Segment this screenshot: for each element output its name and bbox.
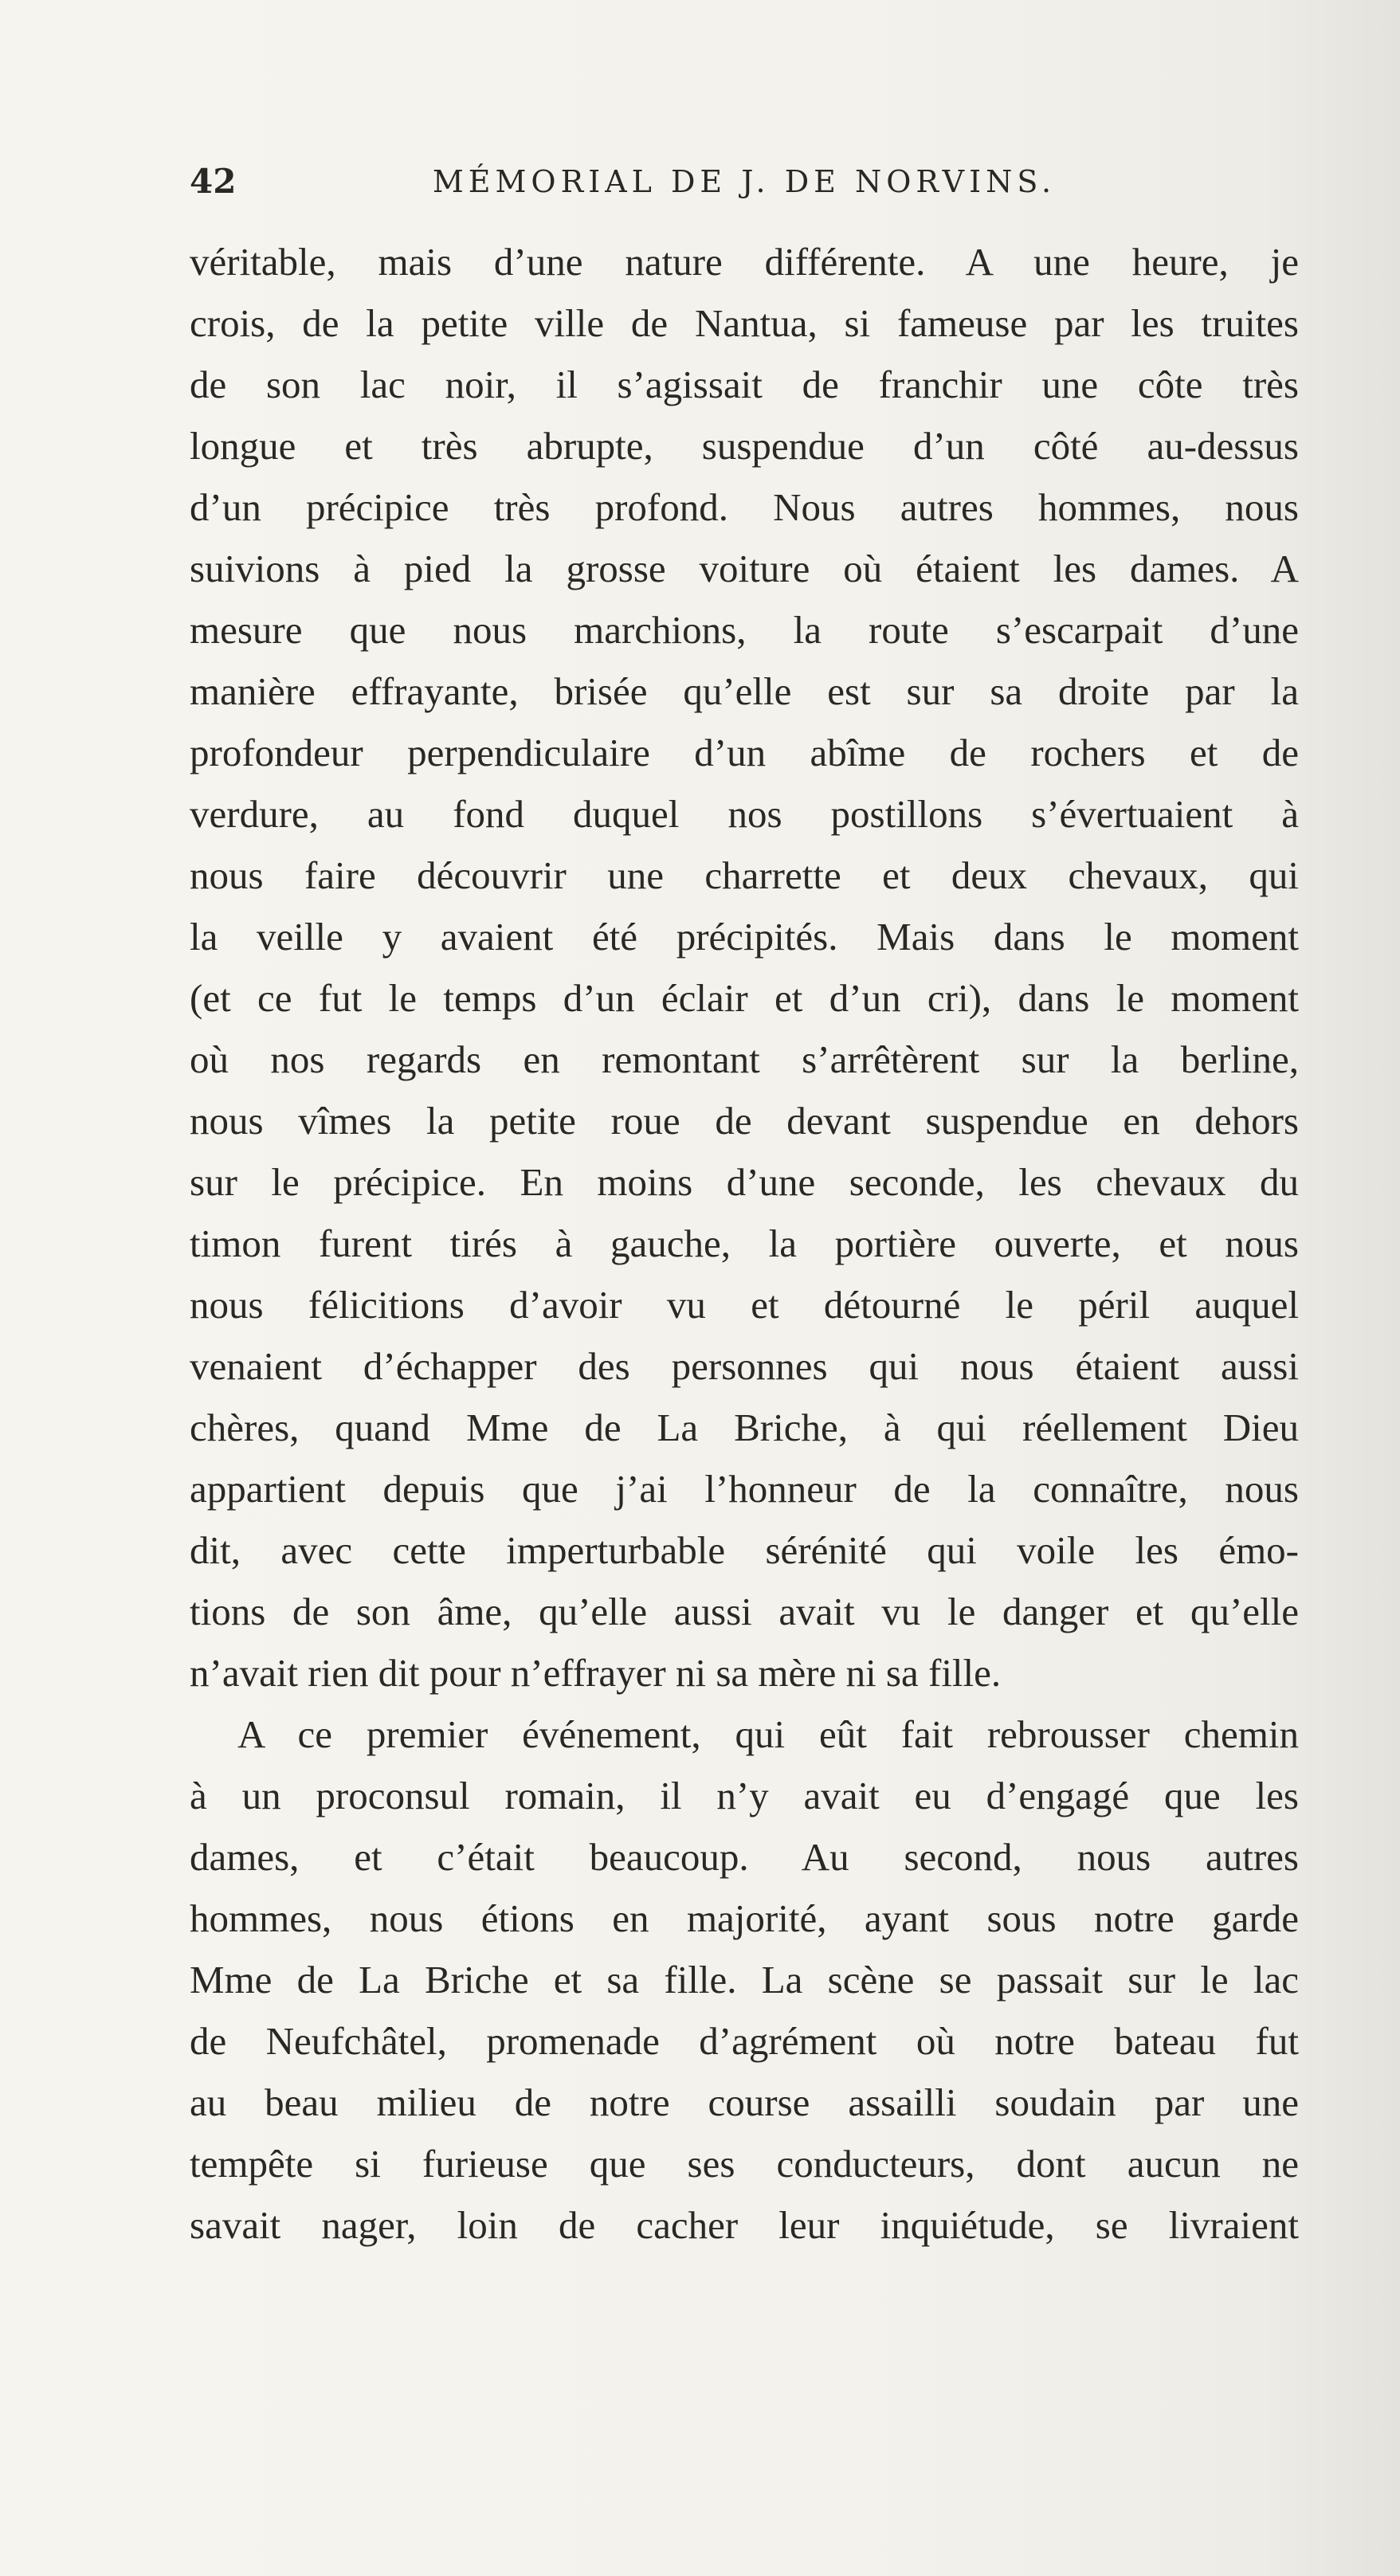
body-text — [190, 231, 1299, 2256]
text-line: au beau milieu de notre course assailli soudain par une — [190, 2080, 1299, 2124]
text-line: hommes, nous étions en majorité, ayant sous notre garde — [190, 1896, 1299, 1940]
text-line: venaient d’échapper des personnes qui nous étaient aussi — [190, 1344, 1299, 1388]
text-line: la veille y avaient été précipités. Mais dans le moment — [190, 915, 1299, 959]
text-line: où nos regards en remontant s’arrêtèrent sur la berline, — [190, 1037, 1299, 1081]
text-line: timon furent tirés à gauche, la portière ouverte, et nous — [190, 1221, 1299, 1265]
text-line: nous faire découvrir une charrette et deux chevaux, qui — [190, 853, 1299, 897]
text-line: appartient depuis que j’ai l’honneur de la connaître, nous — [190, 1467, 1299, 1511]
text-line: suivions à pied la grosse voiture où étaient les dames. A — [190, 547, 1299, 590]
page-number: 42 — [190, 162, 237, 201]
text-line: verdure, au fond duquel nos postillons s’évertuaient à — [190, 792, 1299, 836]
text-line: dit, avec cette imperturbable sérénité qui voile les émo- — [190, 1528, 1299, 1572]
text-line: A ce premier événement, qui eût fait rebrousser chemin — [237, 1712, 1299, 1756]
text-line: savait nager, loin de cacher leur inquiétude, se livraient — [190, 2203, 1299, 2247]
text-line: à un proconsul romain, il n’y avait eu d’engagé que les — [190, 1774, 1299, 1817]
text-line: (et ce fut le temps d’un éclair et d’un cri), dans le moment — [190, 976, 1299, 1020]
text-line: profondeur perpendiculaire d’un abîme de rochers et de — [190, 731, 1299, 774]
text-line: manière effrayante, brisée qu’elle est sur sa droite par la — [190, 669, 1299, 713]
text-line: dames, et c’était beaucoup. Au second, nous autres — [190, 1835, 1299, 1879]
text-line: mesure que nous marchions, la route s’escarpait d’une — [190, 608, 1299, 652]
page-header — [190, 156, 1299, 207]
text-line: nous vîmes la petite roue de devant suspendue en dehors — [190, 1099, 1299, 1143]
text-line: de Neufchâtel, promenade d’agrément où notre bateau fut — [190, 2019, 1299, 2063]
text-line: crois, de la petite ville de Nantua, si fameuse par les truites — [190, 301, 1299, 345]
text-line: sur le précipice. En moins d’une seconde, les chevaux du — [190, 1160, 1299, 1204]
text-line: Mme de La Briche et sa fille. La scène se passait sur le lac — [190, 1958, 1299, 2002]
text-line: n’avait rien dit pour n’effrayer ni sa mère ni sa fille. — [190, 1651, 1002, 1695]
text-line: tions de son âme, qu’elle aussi avait vu le danger et qu’elle — [190, 1590, 1299, 1633]
text-line: nous félicitions d’avoir vu et détourné le péril auquel — [190, 1283, 1299, 1327]
text-line: chères, quand Mme de La Briche, à qui réellement Dieu — [190, 1406, 1299, 1449]
text-line: tempête si furieuse que ses conducteurs, dont aucun ne — [190, 2142, 1299, 2186]
text-line: d’un précipice très profond. Nous autres hommes, nous — [190, 485, 1299, 529]
text-line: de son lac noir, il s’agissait de franchir une côte très — [190, 363, 1299, 406]
text-line: véritable, mais d’une nature différente. A une heure, je — [190, 240, 1299, 284]
text-line: longue et très abrupte, suspendue d’un côté au-dessus — [190, 424, 1299, 468]
running-head: MÉMORIAL DE J. DE NORVINS. — [432, 164, 1057, 199]
